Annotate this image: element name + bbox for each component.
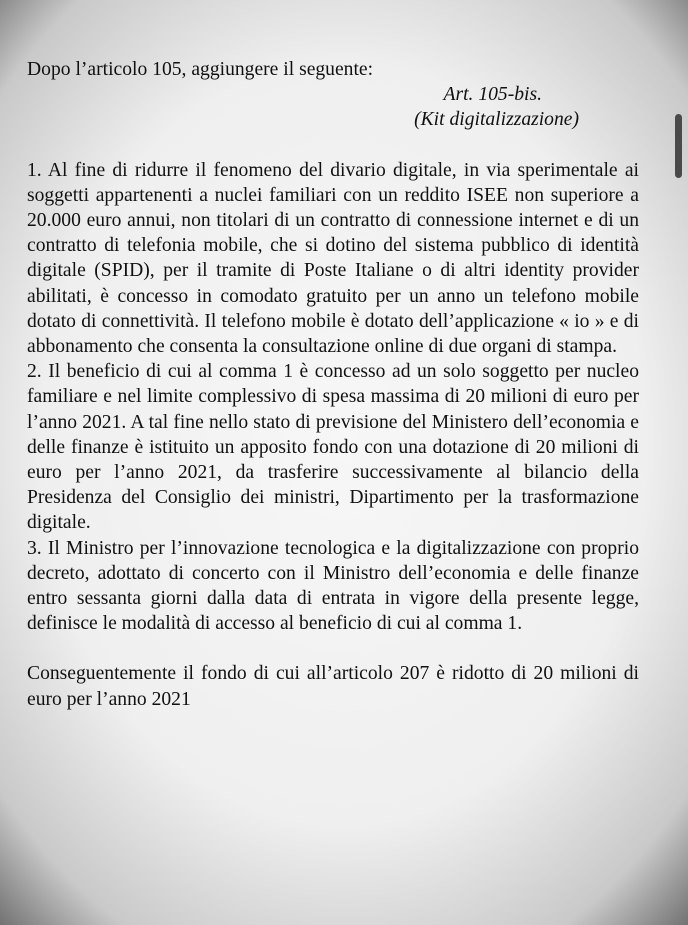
document-body <box>27 57 639 712</box>
intro-line: Dopo l’articolo 105, aggiungere il seguente: <box>27 59 374 80</box>
article-subtitle: (Kit digitalizzazione) <box>414 109 579 131</box>
paragraph-3: 3. Il Ministro per l’innovazione tecnologica e la digitalizzazione con proprio decreto, adottato di concerto con il Ministro dell’economia e delle finanze entro sessanta giorni dalla data di entrata in vigore della presente legge, definisce le modalità di accesso al beneficio di cui al comma 1. <box>27 537 639 635</box>
article-title: Art. 105-bis. <box>443 84 542 106</box>
spacer <box>27 636 639 661</box>
conclusion-paragraph: Conseguentemente il fondo di cui all’articolo 207 è ridotto di 20 milioni di euro per l’anno 2021 <box>27 663 639 710</box>
scrollbar-thumb[interactable] <box>675 114 682 178</box>
paragraph-1: 1. Al fine di ridurre il fenomeno del divario digitale, in via sperimentale ai soggetti appartenenti a nuclei familiari con un reddito ISEE non superiore a 20.000 euro annui, non titolari di un contratto di connessione internet e di un contratto di telefonia mobile, che si dotino del sistema pubblico di identità digitale (SPID), per il tramite di Poste Italiane o di altri identity provider abilitati, è concesso in comodato gratuito per un anno un telefono mobile dotato di connettività. Il telefono mobile è dotato dell’applicazione « io » e di abbonamento che consenta la consultazione online di due organi di stampa. <box>27 159 639 358</box>
spacer <box>27 133 639 158</box>
paragraph-2: 2. Il beneficio di cui al comma 1 è concesso ad un solo soggetto per nucleo familiare e nel limite complessivo di spesa massima di 20 milioni di euro per l’anno 2021. A tal fine nello stato di previsione del Ministero dell’economia e delle finanze è istituito un apposito fondo con una dotazione di 20 milioni di euro per l’anno 2021, da trasferire successivamente al bilancio della Presidenza del Consiglio dei ministri, Dipartimento per la trasformazione digitale. <box>27 361 639 534</box>
